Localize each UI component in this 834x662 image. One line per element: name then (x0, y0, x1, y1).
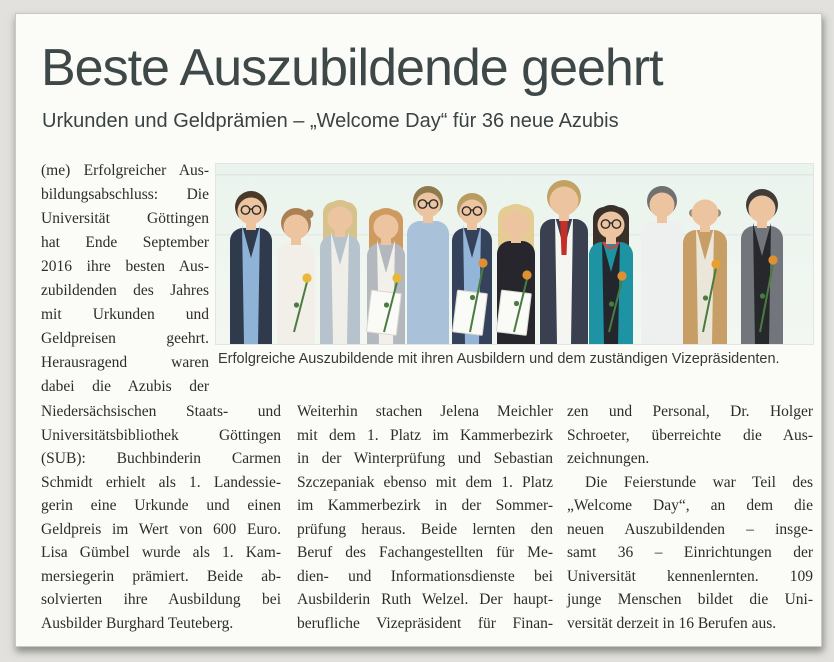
text-line: junge Menschen bildet die Uni- (567, 591, 813, 608)
rose-leaf (703, 295, 708, 300)
text-line: zen und Personal, Dr. Holger (567, 403, 813, 420)
text-line: Szczepaniak ebenso mit dem 1. Platz (297, 473, 553, 491)
text-line: 2016 ihre besten Aus- (41, 258, 209, 275)
face (328, 207, 353, 232)
torso (641, 221, 683, 344)
article-subtitle: Urkunden und Geldprämien – „Welcome Day“ für 36 neue Azubis (42, 110, 619, 132)
newspaper-page (15, 13, 822, 647)
text-line: mit Urkunden und (41, 306, 209, 323)
text-line: Herausragend waren (41, 354, 209, 371)
text-line: (me) Erfolgreicher Aus- (41, 162, 209, 179)
face (749, 196, 776, 223)
text-line: Geldpreis im Wert von 600 Euro. (41, 520, 281, 538)
text-line: (SUB): Buchbinderin Carmen (41, 450, 281, 467)
text-line: Schmidt erhielt als 1. Landessie- (41, 473, 281, 491)
text-line: Ausbilderin Ruth Welzel. Der haupt- (297, 591, 553, 608)
rose-leaf (384, 302, 389, 307)
rose-leaf (609, 301, 614, 306)
text-line: samt 36 – Einrichtungen der (567, 544, 813, 561)
text-line: Weiterhin stachen Jelena Meichler (297, 403, 553, 420)
text-line: Universität kennenlernten. 109 (567, 567, 813, 585)
text-line: Schroeter, überreichte die Aus- (567, 426, 813, 444)
face (460, 200, 485, 225)
face (374, 215, 399, 240)
rose-leaf (294, 302, 299, 307)
group-photo (216, 164, 813, 344)
face (550, 187, 579, 216)
text-line: zeichnungen. (567, 450, 650, 467)
article-column-3 (567, 400, 813, 635)
face (503, 211, 530, 238)
text-line: Universität Göttingen (41, 210, 209, 227)
text-line: mersiegerin prämiert. Beide ab- (41, 567, 281, 585)
rose-bud (768, 255, 777, 264)
torso (407, 221, 449, 344)
rose-bud (392, 273, 401, 282)
face (650, 193, 675, 218)
rose-leaf (514, 301, 519, 306)
text-line: „Welcome Day“, an dem die (567, 497, 813, 514)
text-line: neuen Auszubildenden – insge- (567, 520, 813, 538)
rose-bud (478, 258, 487, 267)
text-line: Lisa Gümbel wurde als 1. Kam- (41, 544, 281, 561)
group-photo-svg (216, 164, 813, 344)
photo-wall-seam (216, 174, 813, 176)
text-line: berufliche Vizepräsident für Finan- (297, 614, 553, 632)
rose-bud (522, 270, 531, 279)
text-line: Niedersächsischen Staats- und (41, 403, 281, 420)
text-line: hat Ende September (41, 234, 209, 251)
text-line: zubildenden des Jahres (41, 282, 209, 299)
rose-leaf (760, 293, 765, 298)
torso (277, 243, 315, 344)
hair-bun (305, 210, 314, 219)
text-line: bildungsabschluss: Die (41, 186, 209, 203)
text-line: versität derzeit in 16 Berufen aus. (567, 614, 777, 632)
text-line: dien- und Informationsdienste bei (297, 567, 553, 585)
article-column-1-bottom (41, 400, 281, 635)
rose-leaf (470, 295, 475, 300)
face (692, 200, 719, 227)
article-title: Beste Auszubildende geehrt (41, 39, 663, 97)
text-line: Universitätsbibliothek Göttingen (41, 426, 281, 444)
text-line: im Kammerbezirk in der Sommer- (297, 497, 553, 514)
article-column-1-top (41, 159, 209, 399)
text-line: solvierten ihre Ausbildung bei (41, 591, 281, 608)
rose-bud (302, 273, 311, 282)
face (416, 193, 441, 218)
photo-caption: Erfolgreiche Auszubildende mit ihren Ausbildern und dem zuständigen Vizepräsidenten. (218, 351, 780, 367)
text-line: Ausbilder Burghard Teuteberg. (41, 614, 234, 632)
text-line: Geldpreisen geehrt. (41, 330, 209, 347)
text-line: in der Winterprüfung und Sebastian (297, 450, 553, 467)
face (284, 215, 309, 240)
article-column-2 (297, 400, 553, 635)
text-line: mit dem 1. Platz im Kammerbezirk (297, 426, 553, 444)
text-line: gerin eine Urkunde und einen (41, 497, 281, 514)
rose-bud (711, 259, 720, 268)
rose-bud (617, 271, 626, 280)
text-line: prüfung heraus. Beide lernten den (297, 520, 553, 538)
text-line: Beruf des Fachangestellten für Me- (297, 544, 553, 561)
photo-person (320, 200, 360, 344)
text-line: Die Feierstunde war Teil des (585, 473, 813, 491)
text-line: dabei die Azubis der (41, 378, 209, 395)
